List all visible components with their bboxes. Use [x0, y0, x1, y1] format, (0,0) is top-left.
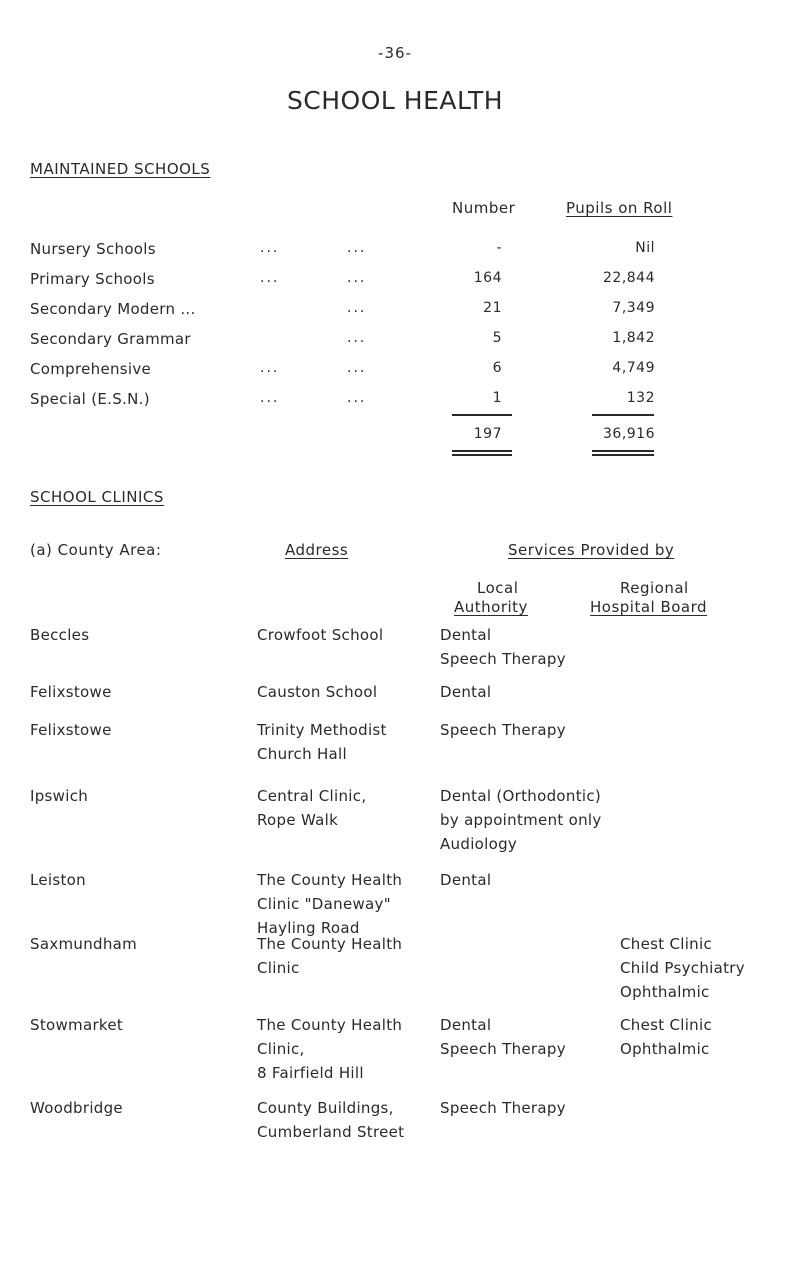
clinic-address: Central Clinic, Rope Walk: [257, 787, 367, 829]
total-pupils: 36,916: [603, 426, 655, 442]
address-column-header: Address: [285, 541, 349, 559]
local-authority-services: Speech Therapy: [440, 1099, 566, 1117]
leader-dots: ...: [347, 270, 367, 286]
clinic-place: Ipswich: [30, 787, 89, 805]
clinic-place: Saxmundham: [30, 935, 138, 953]
school-type-label: Primary Schools: [30, 270, 155, 288]
pupils-on-roll: Nil: [635, 240, 655, 256]
local-authority-services: Dental (Orthodontic) by appointment only Audiology: [440, 787, 602, 853]
total-number: 197: [473, 426, 502, 442]
clinic-address: The County Health Clinic, 8 Fairfield Hill: [257, 1016, 403, 1082]
clinic-place: Felixstowe: [30, 683, 112, 701]
pupils-on-roll: 1,842: [612, 330, 655, 346]
regional-board-header-line1: Regional: [620, 579, 689, 597]
leader-dots: ...: [347, 300, 367, 316]
school-type-label: Comprehensive: [30, 360, 152, 378]
school-number: 1: [492, 390, 502, 406]
local-authority-services: Dental: [440, 871, 492, 889]
school-clinics-heading: SCHOOL CLINICS: [30, 488, 164, 506]
pupils-on-roll: 7,349: [612, 300, 655, 316]
local-authority-header-line2: Authority: [454, 598, 528, 616]
clinic-address: Trinity Methodist Church Hall: [257, 721, 387, 763]
school-number: 6: [492, 360, 502, 376]
leader-dots: ...: [260, 360, 280, 376]
total-double-rule-number: [452, 450, 512, 456]
services-column-header: Services Provided by: [508, 541, 675, 559]
regional-board-services: Chest Clinic Child Psychiatry Ophthalmic: [620, 935, 745, 1001]
leader-dots: ...: [260, 390, 280, 406]
school-type-label: Nursery Schools: [30, 240, 156, 258]
pupils-column-header: Pupils on Roll: [566, 199, 673, 217]
clinic-place: Leiston: [30, 871, 86, 889]
leader-dots: ...: [347, 360, 367, 376]
page-number: -36-: [378, 44, 412, 62]
number-column-header: Number: [452, 199, 516, 217]
local-authority-services: Dental: [440, 683, 492, 701]
total-double-rule-pupils: [592, 450, 654, 456]
subtotal-rule-number: [452, 414, 512, 416]
subtotal-rule-pupils: [592, 414, 654, 416]
school-number: 5: [492, 330, 502, 346]
clinic-place: Beccles: [30, 626, 90, 644]
pupils-on-roll: 132: [626, 390, 655, 406]
school-number: 164: [473, 270, 502, 286]
school-type-label: Secondary Modern ...: [30, 300, 196, 318]
clinic-place: Woodbridge: [30, 1099, 123, 1117]
school-type-label: Special (E.S.N.): [30, 390, 150, 408]
leader-dots: ...: [347, 240, 367, 256]
local-authority-header-line1: Local: [477, 579, 519, 597]
school-type-label: Secondary Grammar: [30, 330, 191, 348]
leader-dots: ...: [260, 270, 280, 286]
leader-dots: ...: [347, 330, 367, 346]
clinic-address: County Buildings, Cumberland Street: [257, 1099, 405, 1141]
clinic-address: Causton School: [257, 683, 378, 701]
school-number: -: [496, 240, 502, 256]
clinic-address: The County Health Clinic "Daneway" Hayling Road: [257, 871, 403, 937]
local-authority-services: Dental Speech Therapy: [440, 626, 566, 668]
maintained-schools-heading: MAINTAINED SCHOOLS: [30, 160, 211, 178]
leader-dots: ...: [260, 240, 280, 256]
local-authority-services: Dental Speech Therapy: [440, 1016, 566, 1058]
local-authority-services: Speech Therapy: [440, 721, 566, 739]
pupils-on-roll: 4,749: [612, 360, 655, 376]
regional-board-header-line2: Hospital Board: [590, 598, 708, 616]
county-area-label: (a) County Area:: [30, 541, 162, 559]
pupils-on-roll: 22,844: [603, 270, 655, 286]
clinic-place: Stowmarket: [30, 1016, 124, 1034]
clinic-address: The County Health Clinic: [257, 935, 403, 977]
page-title: SCHOOL HEALTH: [286, 86, 504, 115]
school-number: 21: [483, 300, 502, 316]
clinic-address: Crowfoot School: [257, 626, 384, 644]
clinic-place: Felixstowe: [30, 721, 112, 739]
leader-dots: ...: [347, 390, 367, 406]
regional-board-services: Chest Clinic Ophthalmic: [620, 1016, 713, 1058]
